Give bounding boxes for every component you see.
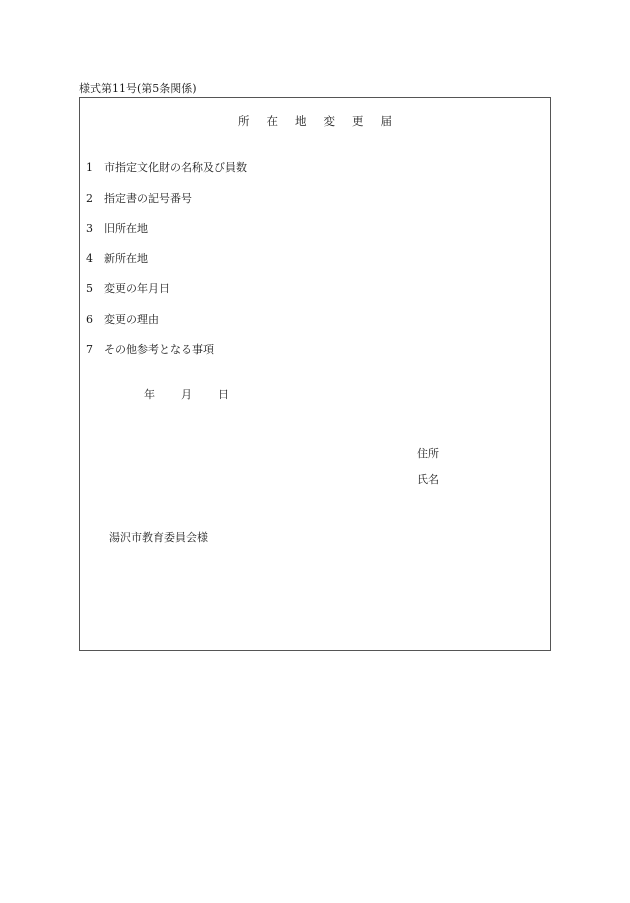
address-label: 住所 bbox=[417, 447, 439, 460]
item-5 bbox=[86, 280, 170, 296]
submission-date bbox=[144, 386, 229, 402]
form-frame bbox=[79, 97, 551, 651]
item-2 bbox=[86, 190, 192, 206]
item-text: 指定書の記号番号 bbox=[104, 192, 192, 205]
form-number-label: 様式第11号(第5条関係) bbox=[79, 82, 197, 95]
item-number: 1 bbox=[86, 161, 93, 174]
item-number: 6 bbox=[86, 313, 93, 326]
item-text: 変更の年月日 bbox=[104, 282, 170, 295]
date-month: 月 bbox=[181, 388, 192, 401]
item-text: 新所在地 bbox=[104, 252, 148, 265]
item-text: 旧所在地 bbox=[104, 222, 148, 235]
item-4 bbox=[86, 250, 148, 266]
name-label: 氏名 bbox=[417, 473, 439, 486]
item-7 bbox=[86, 341, 214, 357]
date-day: 日 bbox=[218, 388, 229, 401]
item-number: 2 bbox=[86, 192, 93, 205]
form-title: 所在地変更届 bbox=[238, 114, 409, 128]
item-1 bbox=[86, 159, 247, 175]
item-number: 4 bbox=[86, 252, 93, 265]
item-number: 7 bbox=[86, 343, 93, 356]
date-year: 年 bbox=[144, 388, 155, 401]
item-6 bbox=[86, 311, 159, 327]
item-3 bbox=[86, 220, 148, 236]
item-text: 変更の理由 bbox=[104, 313, 159, 326]
item-text: 市指定文化財の名称及び員数 bbox=[104, 161, 247, 174]
item-text: その他参考となる事項 bbox=[104, 343, 214, 356]
item-number: 3 bbox=[86, 222, 93, 235]
recipient: 湯沢市教育委員会様 bbox=[109, 531, 208, 544]
item-number: 5 bbox=[86, 282, 93, 295]
